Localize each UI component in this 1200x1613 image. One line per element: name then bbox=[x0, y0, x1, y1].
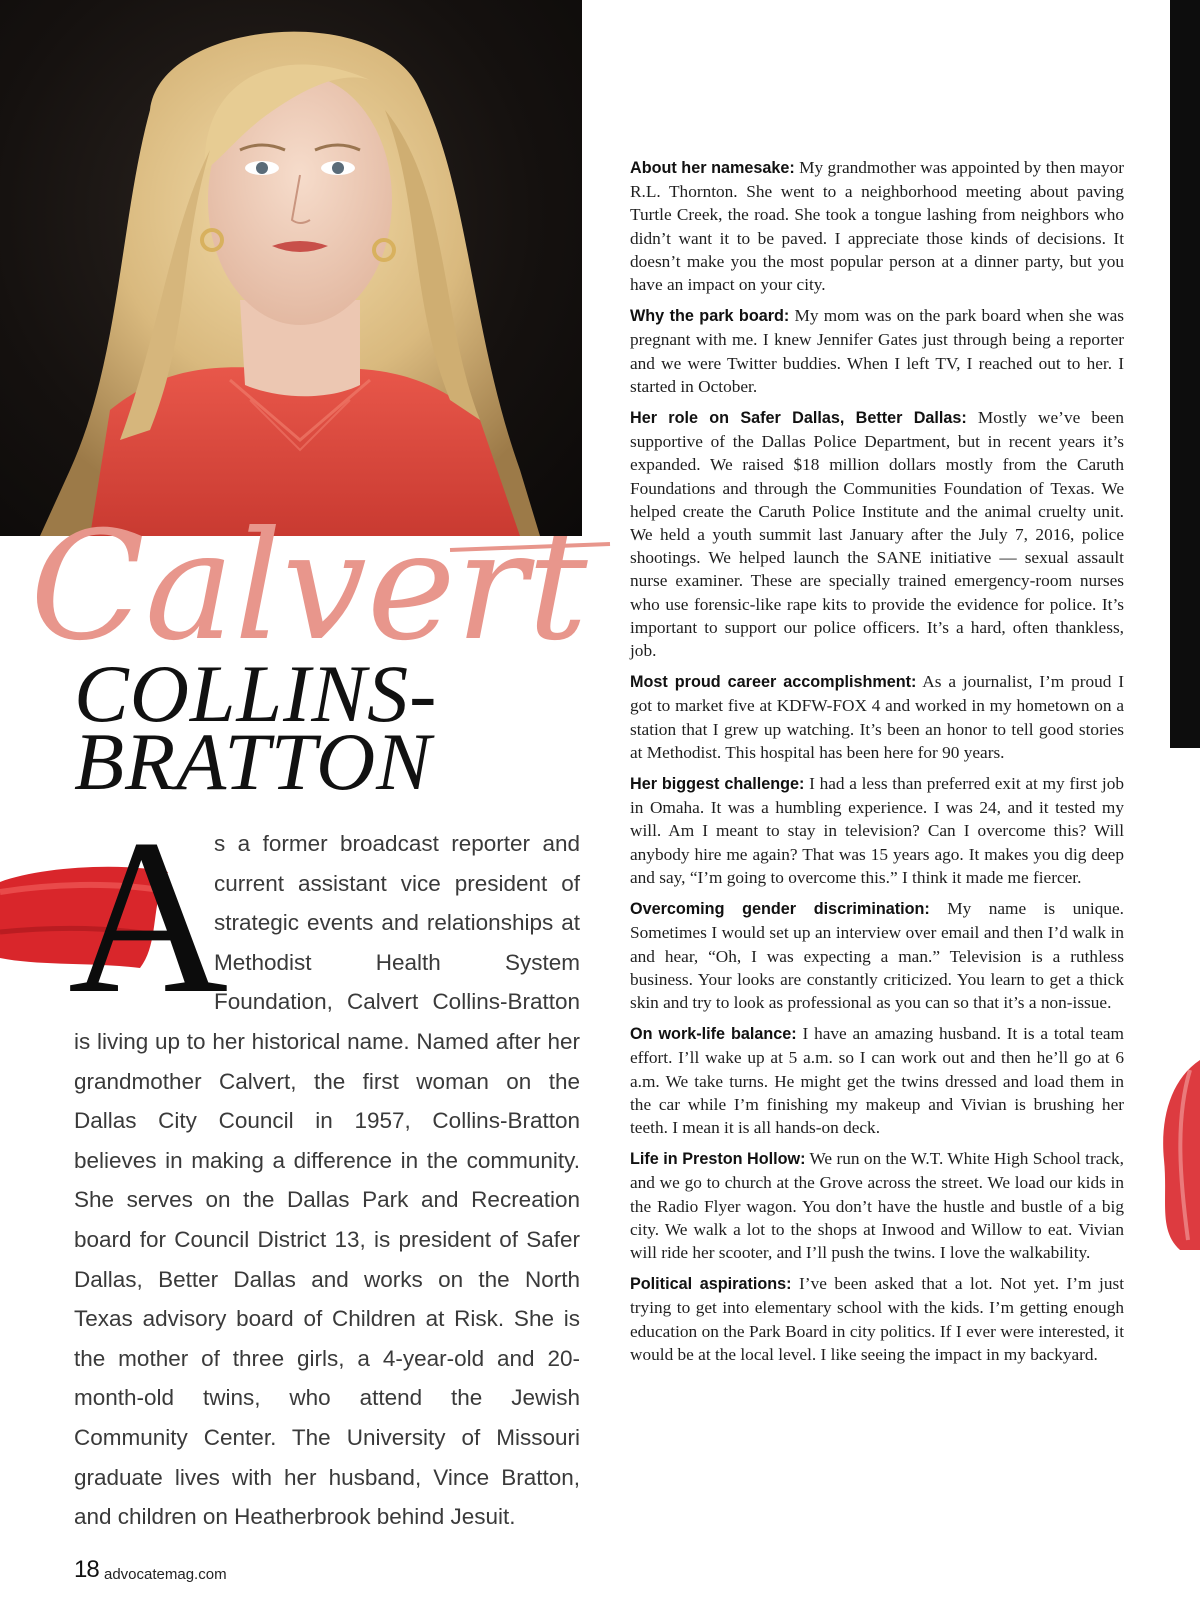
surname-line-1: COLLINS- bbox=[74, 648, 438, 739]
qa-answer: My grandmother was appointed by then mayor R.L. Thornton. She went to a neighborhood meeting about paving Turtle Creek, the road. She took a tongue lashing from neighbors who didn’t want it to be paved. I appreciate those kinds of decisions. It doesn’t make you the most popular person at a dinner party, but you have an impact on your city. bbox=[630, 158, 1125, 295]
surname-heading bbox=[74, 648, 554, 807]
qa-column bbox=[630, 156, 1124, 1374]
qa-answer: I’ve been asked that a lot. Not yet. I’m just trying to get into elementary school with the kids. I’m getting enough education on the Park Board in city politics. If I ever were interested, it would be at the local level. I like seeing the impact in my backyard. bbox=[630, 1274, 1124, 1364]
intro-text: s a former broadcast reporter and current assistant vice president of strategic events and relationships at Methodist Health System Foundation, Calvert Collins-Bratton is living up to her historical name. Named after her grandmother Calvert, the first woman on the Dallas City Council in 1957, Collins-Bratton believes in making a difference in the community. She serves on the Dallas Park and Recreation board for Council District 13, is president of Safer Dallas, Better Dallas and works on the North Texas advisory board of Children at Risk. She is the mother of three girls, a 4-year-old and 20-month-old twins, who attend the Jewish Community Center. The University of Missouri graduate lives with her husband, Vince Bratton, and children on Heatherbrook behind Jesuit. bbox=[74, 831, 580, 1530]
qa-answer: My name is unique. Sometimes I would set up an interview over email and then I’d walk in and hear, “Oh, I was expecting a man.” Television is a ruthless business. Your looks are constantly criticized. You learn to get a thick skin and try to look as professional as you can so that it’s a non-issue. bbox=[630, 899, 1124, 1012]
qa-item bbox=[630, 670, 1124, 764]
first-name-script: Calvert bbox=[30, 520, 588, 674]
page-number: 18 bbox=[74, 1556, 99, 1583]
qa-item bbox=[630, 156, 1124, 296]
qa-item bbox=[630, 772, 1124, 889]
qa-question: Her biggest challenge: bbox=[630, 775, 805, 794]
qa-question: Political aspirations: bbox=[630, 1275, 792, 1294]
qa-item bbox=[630, 304, 1124, 398]
qa-item bbox=[630, 406, 1124, 662]
qa-question: Her role on Safer Dallas, Better Dallas: bbox=[630, 409, 967, 428]
intro-paragraph bbox=[68, 794, 580, 1537]
qa-question: Why the park board: bbox=[630, 307, 790, 326]
qa-answer: I have an amazing husband. It is a total team effort. I’ll wake up at 5 a.m. so I can work out and then he’ll go at 6 a.m. We take turns. He might get the twins dressed and load them in the car while I’m finishing my makeup and Vivian is brushing her teeth. I mean it is all hands-on deck. bbox=[630, 1024, 1124, 1137]
qa-answer: My mom was on the park board when she was pregnant with me. I knew Jennifer Gates just through being a reporter and we were Twitter buddies. When I left TV, I reached out to her. I started in October. bbox=[630, 306, 1124, 396]
qa-answer: Mostly we’ve been supportive of the Dallas Police Department, but in recent years it’s expanded. We raised $18 million dollars mostly from the Caruth Foundations and through the Communities Foundation of Texas. We helped create the Caruth Police Institute and the animal cruelty unit. We held a youth summit last January after the July 7, 2016, police shootings. We helped launch the SANE initiative — sexual assault nurse examiner. These are specially trained emergency-room nurses who use forensic-like rape kits to provide the evidence for police. It’s important to support our police officers. It’s a hard, often thankless, job. bbox=[630, 408, 1124, 661]
portrait-illustration bbox=[0, 0, 582, 536]
site-url: advocatemag.com bbox=[104, 1566, 227, 1583]
drop-cap: A bbox=[68, 794, 229, 1040]
page-edge-strip bbox=[1170, 0, 1200, 748]
qa-question: On work-life balance: bbox=[630, 1025, 797, 1044]
portrait-photo bbox=[0, 0, 582, 536]
qa-question: Most proud career accomplishment: bbox=[630, 673, 917, 692]
qa-answer: I had a less than preferred exit at my first job in Omaha. It was a humbling experience. I was 24, and it tested my will. Am I meant to stay in television? Can I overcome this? Will anybody hire me again? That was 15 years ago. It makes you dig deep and say, “I’m going to overcome this.” I think it made me fiercer. bbox=[630, 774, 1125, 887]
qa-item bbox=[630, 1272, 1124, 1366]
qa-item bbox=[630, 1022, 1124, 1139]
qa-answer: As a journalist, I’m proud I got to market five at KDFW-FOX 4 and worked in my hometown on a station that I grew up watching. It’s been an honor to tell good stories at Methodist. This hospital has been here for 90 years. bbox=[630, 672, 1124, 762]
qa-question: Overcoming gender discrimination: bbox=[630, 900, 930, 919]
qa-question: Life in Preston Hollow: bbox=[630, 1150, 806, 1169]
qa-item bbox=[630, 897, 1124, 1014]
qa-question: About her namesake: bbox=[630, 159, 795, 177]
qa-answer: We run on the W.T. White High School track, and we go to church at the Grove across the street. We load our kids in the Radio Flyer wagon. You don’t have the hustle and bustle of a big city. We walk a lot to the shops at Inwood and Willow to eat. Vivian will ride her scooter, and I’ll push the twins. I love the walkability. bbox=[630, 1149, 1124, 1262]
lipstick-swatch-right bbox=[1140, 1060, 1200, 1250]
surname-line-2: BRATTON bbox=[74, 716, 432, 807]
qa-item bbox=[630, 1147, 1124, 1264]
